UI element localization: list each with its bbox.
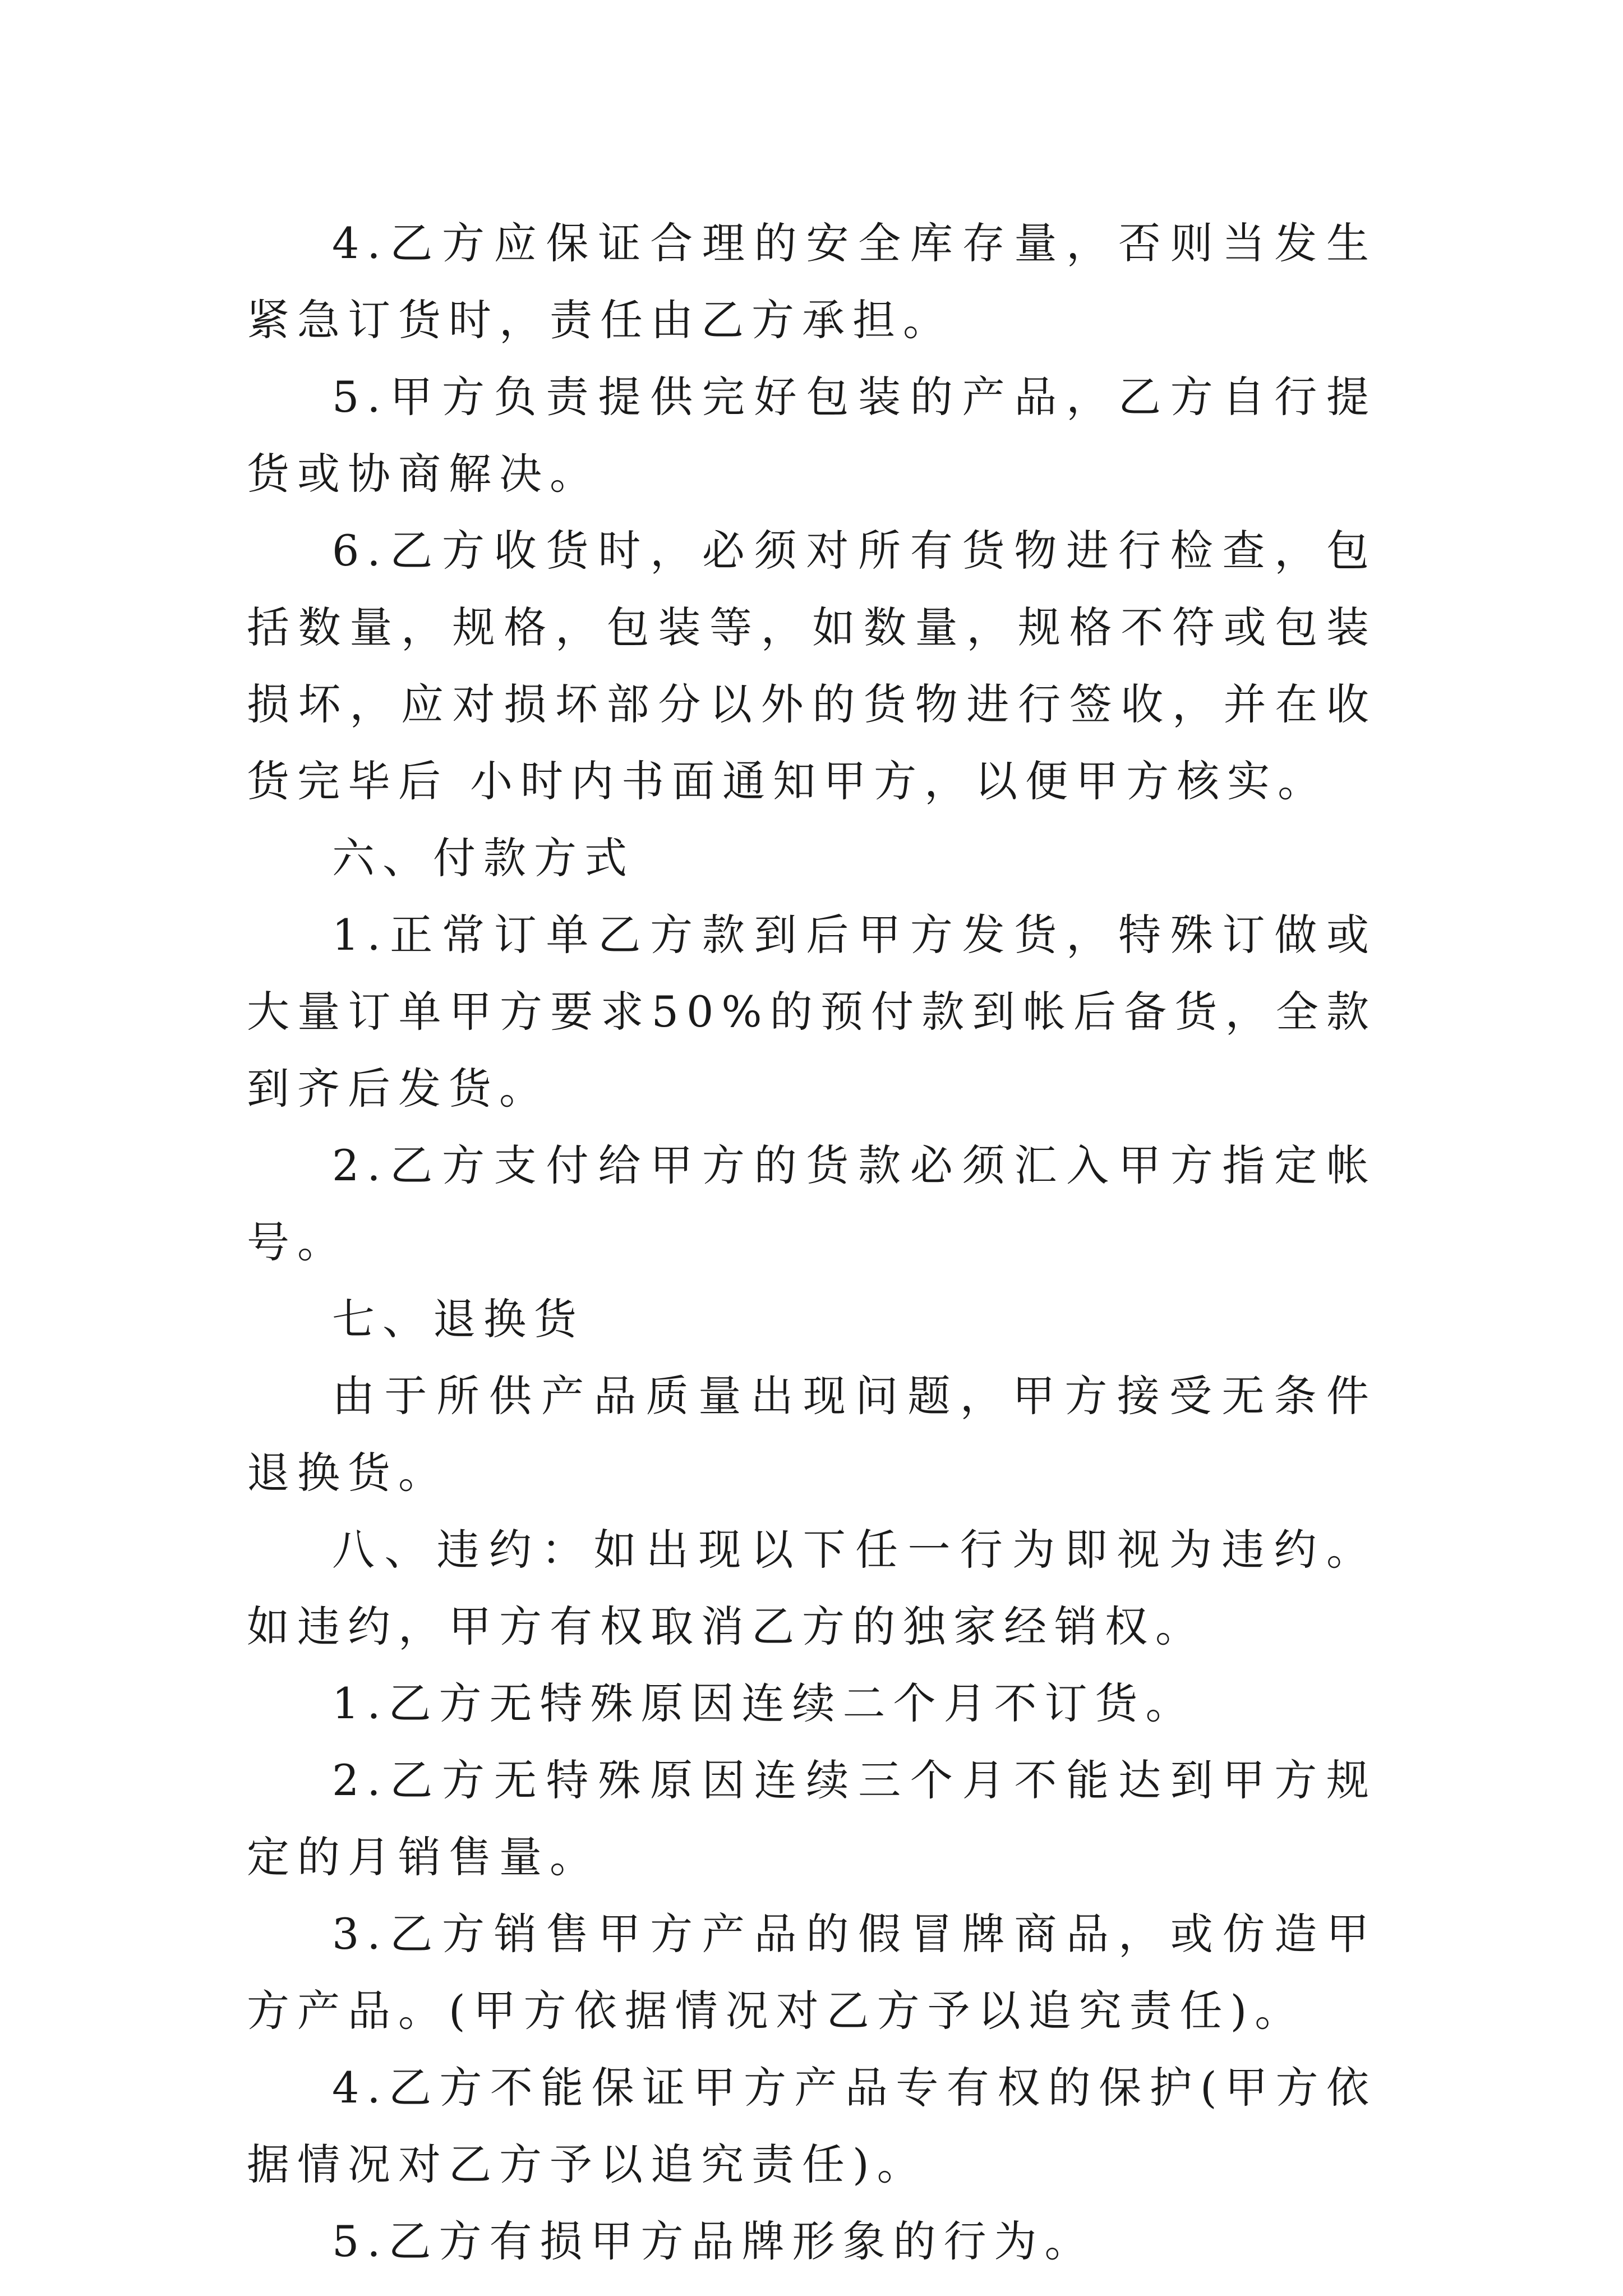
clause-8-4-paragraph: 4.乙方不能保证甲方产品专有权的保护(甲方依据情况对乙方予以追究责任)。 <box>247 2063 1377 2189</box>
clause-6-2-paragraph: 2.乙方支付给甲方的货款必须汇入甲方指定帐号。 <box>247 1140 1377 1267</box>
section-7-paragraph: 由于所供产品质量出现问题，甲方接受无条件退换货。 <box>247 1371 1377 1498</box>
section-7-heading: 七、退换货 <box>332 1294 584 1344</box>
section-8-heading: 八、违约：如出现以下任一行为即视为违约。如违约，甲方有权取消乙方的独家经销权。 <box>247 1525 1377 1651</box>
clause-8-2-paragraph: 2.乙方无特殊原因连续三个月不能达到甲方规定的月销售量。 <box>247 1755 1377 1882</box>
clause-8-3-paragraph: 3.乙方销售甲方产品的假冒牌商品，或仿造甲方产品。(甲方依据情况对乙方予以追究责任)。 <box>247 1909 1377 2036</box>
section-6-heading: 六、付款方式 <box>332 833 635 883</box>
clause-5-6-paragraph: 6.乙方收货时，必须对所有货物进行检查，包括数量，规格，包装等，如数量，规格不符或包装损坏，应对损坏部分以外的货物进行签收，并在收货完毕后 小时内书面通知甲方，以便甲方核实。 <box>247 526 1377 806</box>
clause-8-1-paragraph: 1.乙方无特殊原因连续二个月不订货。 <box>332 1678 1196 1728</box>
clause-5-4-paragraph: 4.乙方应保证合理的安全库存量，否则当发生紧急订货时，责任由乙方承担。 <box>247 218 1377 345</box>
clause-8-5-paragraph: 5.乙方有损甲方品牌形象的行为。 <box>332 2216 1095 2266</box>
document-body <box>247 205 1377 2280</box>
clause-5-5-paragraph: 5.甲方负责提供完好包装的产品，乙方自行提货或协商解决。 <box>247 372 1377 499</box>
clause-6-1-paragraph: 1.正常订单乙方款到后甲方发货，特殊订做或大量订单甲方要求50%的预付款到帐后备货，全款到齐后发货。 <box>247 910 1377 1114</box>
